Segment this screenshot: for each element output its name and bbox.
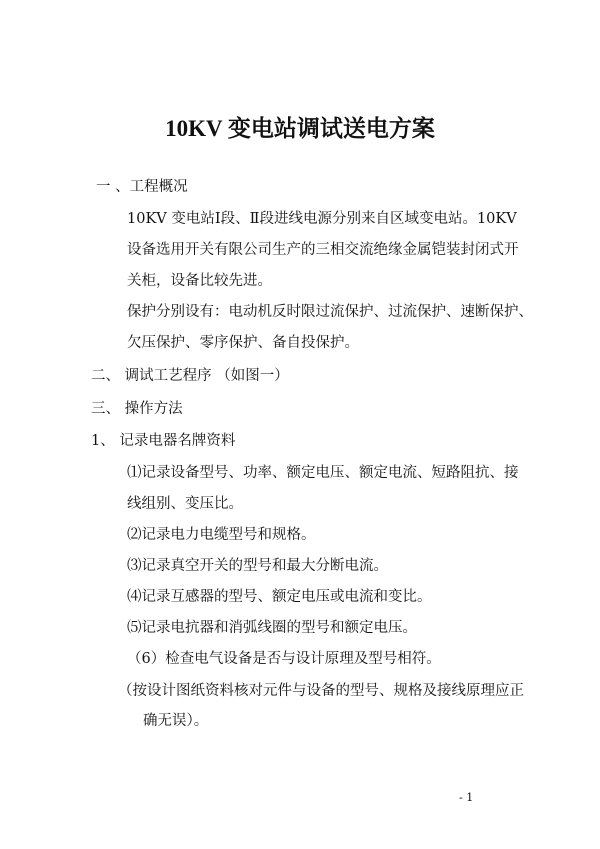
note-line: 确无误）。	[143, 713, 209, 729]
section-2-heading: 二、 调试工艺程序 （如图一）	[91, 368, 289, 384]
list-item: ⑸记录电抗器和消弧线圈的型号和额定电压。	[127, 620, 417, 636]
list-item: 线组别、变压比。	[127, 496, 243, 512]
overview-paragraph-line: 设备选用开关有限公司生产的三相交流绝缘金属铠装封闭式开	[127, 242, 519, 258]
list-item: ⑶记录真空开关的型号和最大分断电流。	[127, 558, 388, 574]
list-item: ⑷记录互感器的型号、额定电压或电流和变比。	[127, 589, 432, 605]
page-number: - 1	[459, 791, 474, 804]
section-3-heading: 三、 操作方法	[91, 401, 183, 417]
protection-paragraph-line: 欠压保护、零序保护、备自投保护。	[127, 335, 359, 351]
section-1-heading: 一 、工程概况	[96, 179, 188, 195]
list-item: （6）检查电气设备是否与设计原理及型号相符。	[127, 651, 441, 667]
list-item: ⑵记录电力电缆型号和规格。	[127, 527, 316, 543]
overview-paragraph-line: 关柜，设备比较先进。	[127, 273, 272, 289]
overview-paragraph-line: 10KV 变电站Ⅰ段、Ⅱ段进线电源分别来自区域变电站。10KV	[127, 211, 517, 227]
note-line: （按设计图纸资料核对元件与设备的型号、规格及接线原理应正	[118, 683, 524, 699]
item-1-heading: 1、 记录电器名牌资料	[91, 433, 236, 449]
list-item: ⑴记录设备型号、功率、额定电压、额定电流、短路阻抗、接	[127, 465, 519, 481]
document-title: 10KV 变电站调试送电方案	[165, 116, 435, 141]
protection-paragraph-line: 保护分别设有：电动机反时限过流保护、过流保护、速断保护、	[127, 304, 533, 320]
